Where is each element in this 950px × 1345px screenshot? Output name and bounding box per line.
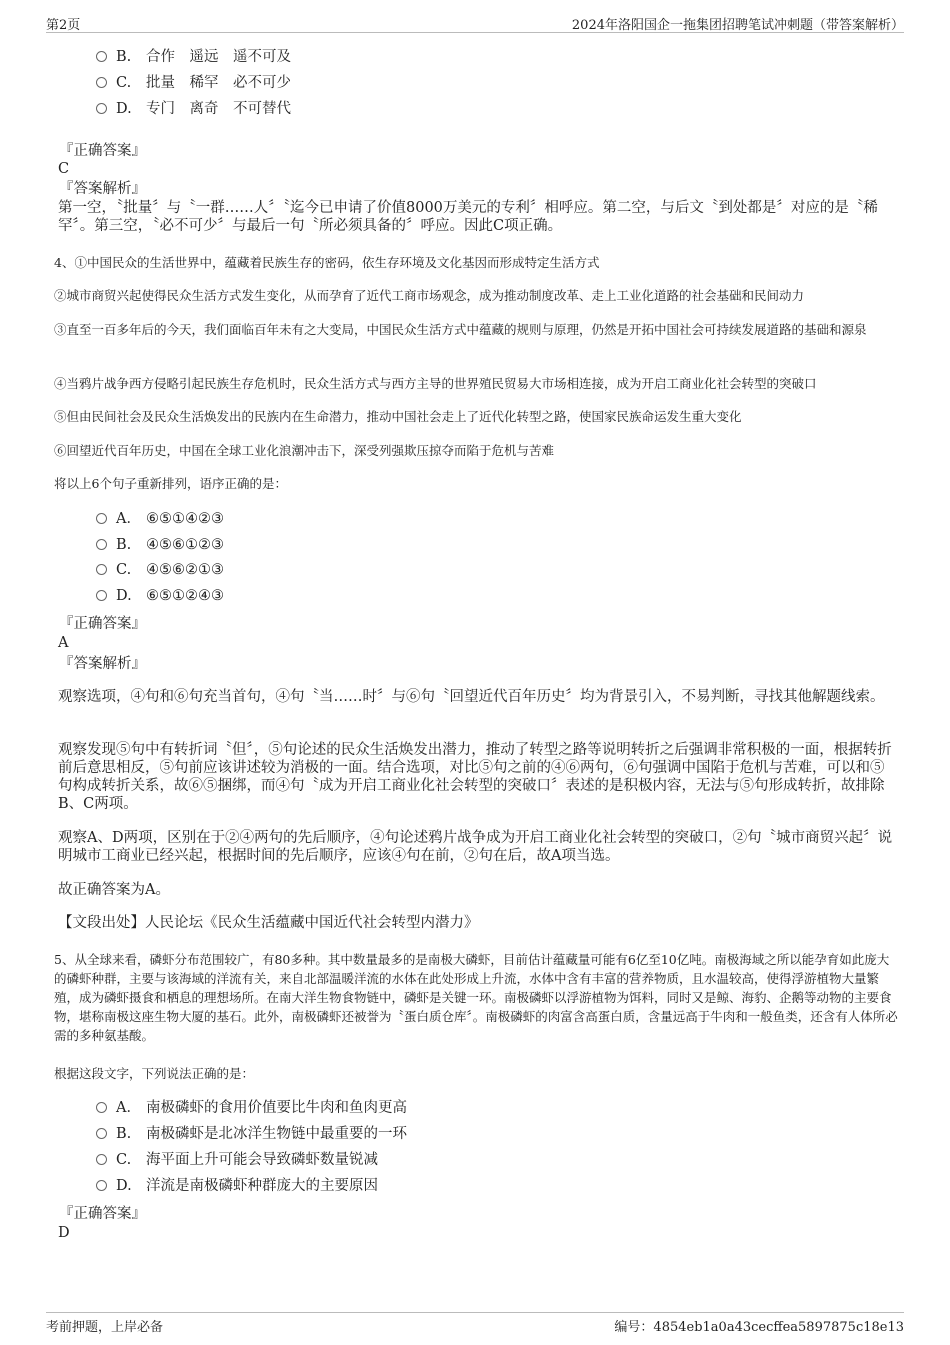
q4-sentence-4: ④当鸦片战争西方侵略引起民族生存危机时，民众生活方式与西方主导的世界殖民贸易大市场相连接，成为开启工商业化社会转型的突破口 xyxy=(54,376,817,391)
q4-sentence-5: ⑤但由民间社会及民众生活焕发出的民族内在生命潜力，推动中国社会走上了近代化转型之路，使国家民族命运发生重大变化 xyxy=(54,409,742,424)
q5-stem: 5、从全球来看，磷虾分布范围较广，有80多种。其中数量最多的是南极大磷虾，目前估计蕴藏量可能有6亿至10亿吨。南极海域之所以能孕育如此庞大的磷虾种群，主要与该海域的洋流有关，来自北部温暖洋流的水体在此处形成上升流，水体中含有丰富的营养物质，且水温较高，使得浮游植物大量繁殖，成为磷虾摄食和栖息的理想场所。在南大洋生物食物链中，磷虾是关键一环。南极磷虾以浮游植物为饵料，同时又是鲸、海豹、企鹅等动物的主要食物，堪称南极这座生物大厦的基石。此外，南极磷虾还被誉为〝蛋白质仓库〞。南极磷虾的肉富含高蛋白质，含量远高于牛肉和一般鱼类，还含有人体所必需的多种氨基酸。 xyxy=(54,952,898,1043)
radio-icon[interactable] xyxy=(96,564,107,575)
radio-icon[interactable] xyxy=(96,539,107,550)
q4-option-a[interactable]: A． ⑥⑤①④②③ xyxy=(96,509,224,529)
radio-icon[interactable] xyxy=(96,513,107,524)
radio-icon[interactable] xyxy=(96,103,107,114)
q4-sentence-6: ⑥回望近代百年历史，中国在全球工业化浪潮冲击下，深受列强欺压掠夺而陷于危机与苦难 xyxy=(54,443,555,458)
q4-sentence-3: ③直至一百多年后的今天，我们面临百年未有之大变局，中国民众生活方式中蕴藏的规则与原理，仍然是开拓中国社会可持续发展道路的基础和源泉 xyxy=(54,322,867,337)
q3-analysis: 第一空，〝批量〞与〝一群……人〞〝迄今已申请了价值8000万美元的专利〞相呼应。第二空，与后文〝到处都是〞对应的是〝稀罕〞。第三空，〝必不可少〞与最后一句〝所必须具备的〞呼应。因此C项正确。 xyxy=(58,200,878,234)
page-footer xyxy=(46,1312,904,1333)
radio-icon[interactable] xyxy=(96,1154,107,1165)
q5-answer: D xyxy=(58,1225,70,1241)
q4-analysis-label: 『答案解析』 xyxy=(59,656,146,672)
footer-slogan: 考前押题，上岸必备 xyxy=(46,1320,164,1335)
page-header xyxy=(46,12,904,33)
q3-answer: C xyxy=(58,161,70,177)
q5-option-d[interactable]: D. 洋流是南极磷虾种群庞大的主要原因 xyxy=(96,1176,378,1196)
q4-sentence-1: 4、①中国民众的生活世界中，蕴藏着民族生存的密码，依生存环境及文化基因而形成特定生活方式 xyxy=(54,255,600,270)
q3-option-c[interactable]: C. 批量 稀罕 必不可少 xyxy=(96,73,291,93)
q3-option-d[interactable]: D. 专门 离奇 不可替代 xyxy=(96,99,291,119)
q4-analysis-p2: 观察发现⑤句中有转折词〝但〞，⑤句论述的民众生活焕发出潜力，推动了转型之路等说明转折之后强调非常积极的一面，根据转折前后意思相反，⑤句前应该讲述较为消极的一面。结合选项，对比⑤句之前的④⑥两句，⑥句强调中国陷于危机与苦难，可以和⑤句构成转折关系，故⑥⑤捆绑，而④句〝成为开启工商业化社会转型的突破口〞表述的是积极内容，无法与⑤句形成转折，故排除B、C两项。 xyxy=(58,742,892,812)
q3-analysis-label: 『答案解析』 xyxy=(59,181,146,197)
q5-option-b[interactable]: B. 南极磷虾是北冰洋生物链中最重要的一环 xyxy=(96,1124,407,1144)
document-title: 2024年洛阳国企一拖集团招聘笔试冲刺题（带答案解析） xyxy=(571,18,904,33)
q5-answer-label: 『正确答案』 xyxy=(59,1206,146,1222)
q5-option-a[interactable]: A． 南极磷虾的食用价值要比牛肉和鱼肉更高 xyxy=(96,1098,407,1118)
radio-icon[interactable] xyxy=(96,1128,107,1139)
q3-option-b[interactable]: B. 合作 遥远 遥不可及 xyxy=(96,47,291,67)
q4-source: 【文段出处】人民论坛《民众生活蕴藏中国近代社会转型内潜力》 xyxy=(58,915,479,931)
radio-icon[interactable] xyxy=(96,51,107,62)
document-id: 编号：4854eb1a0a43cecffea5897875c18e13 xyxy=(614,1320,904,1335)
page-number: 第2页 xyxy=(46,18,81,33)
q4-option-c[interactable]: C. ④⑤⑥②①③ xyxy=(96,560,224,580)
q4-analysis-p1: 观察选项，④句和⑥句充当首句，④句〝当……时〞与⑥句〝回望近代百年历史〞均为背景引入，不易判断，寻找其他解题线索。 xyxy=(58,689,885,705)
q5-prompt: 根据这段文字，下列说法正确的是： xyxy=(54,1066,255,1081)
q4-analysis-p4: 故正确答案为A。 xyxy=(58,882,170,898)
radio-icon[interactable] xyxy=(96,77,107,88)
radio-icon[interactable] xyxy=(96,1180,107,1191)
radio-icon[interactable] xyxy=(96,1102,107,1113)
q4-prompt: 将以上6个句子重新排列，语序正确的是： xyxy=(54,476,287,491)
q3-answer-label: 『正确答案』 xyxy=(59,143,146,159)
q4-analysis-p3: 观察A、D两项，区别在于②④两句的先后顺序，④句论述鸦片战争成为开启工商业化社会转型的突破口，②句〝城市商贸兴起〞说明城市工商业已经兴起，根据时间的先后顺序，应该④句在前，②句在后，故A项当选。 xyxy=(58,830,893,864)
q4-answer: A xyxy=(58,635,69,651)
q4-answer-label: 『正确答案』 xyxy=(59,616,146,632)
q5-option-c[interactable]: C. 海平面上升可能会导致磷虾数量锐减 xyxy=(96,1150,378,1170)
radio-icon[interactable] xyxy=(96,590,107,601)
q4-option-b[interactable]: B. ④⑤⑥①②③ xyxy=(96,535,224,555)
q4-sentence-2: ②城市商贸兴起使得民众生活方式发生变化，从而孕育了近代工商市场观念，成为推动制度改革、走上工业化道路的社会基础和民间动力 xyxy=(54,288,805,303)
q4-option-d[interactable]: D. ⑥⑤①②④③ xyxy=(96,586,224,606)
